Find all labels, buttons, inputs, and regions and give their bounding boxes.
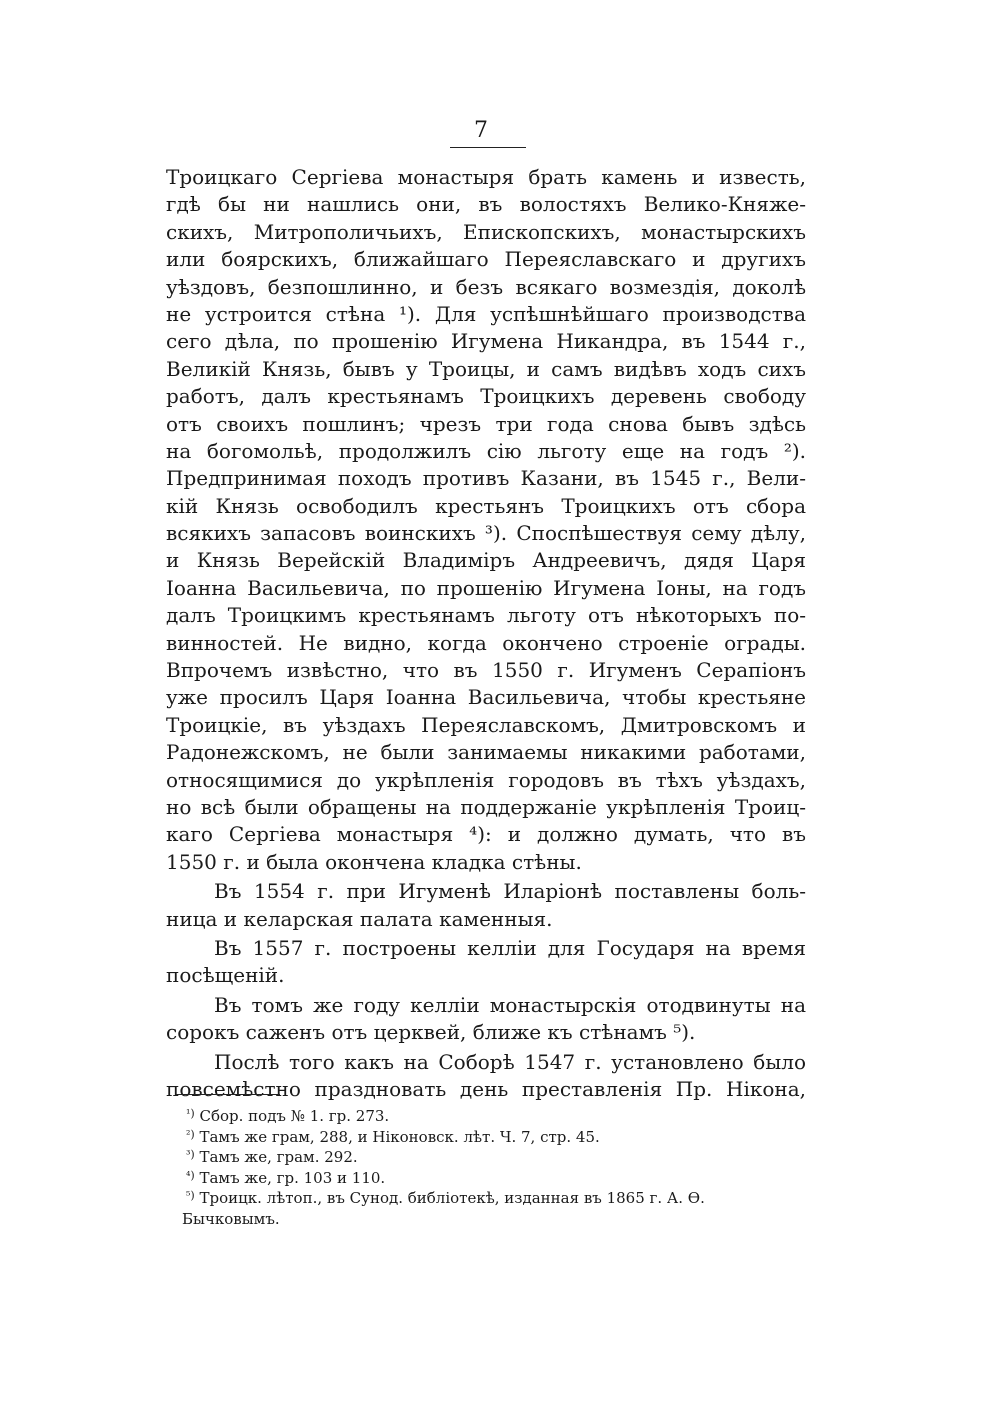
body-line: отъ своихъ пошлинъ; чрезъ три года снова бывъ здѣсь <box>166 411 806 436</box>
body-line: Въ 1557 г. построены келліи для Государя на время <box>214 935 806 960</box>
body-line: относящимися до укрѣпленія городовъ въ тѣхъ уѣздахъ, <box>166 767 806 792</box>
body-line: далъ Троицкимъ крестьянамъ льготу отъ нѣкоторыхъ по- <box>166 603 806 628</box>
footnote <box>186 1168 826 1189</box>
body-line: Впрочемъ извѣстно, что въ 1550 г. Игуменъ Серапіонъ <box>166 658 806 683</box>
footnote-continuation <box>182 1209 826 1230</box>
footnote-mark: ⁵) <box>186 1189 195 1202</box>
footnote-text: Бычковымъ. <box>182 1209 280 1228</box>
body-line: повсемѣстно праздновать день преставленія Пр. Нікона, <box>166 1076 806 1101</box>
body-line: работъ, далъ крестьянамъ Троицкихъ деревень свободу <box>166 384 806 409</box>
footnote-text: Тамъ же, грам. 292. <box>199 1148 358 1166</box>
body-line: Въ 1554 г. при Игуменѣ Иларіонѣ поставлены боль- <box>214 879 806 904</box>
footnote-mark: ⁴) <box>186 1168 195 1182</box>
body-line: каго Сергіева монастыря ⁴): и должно думать, что въ <box>166 822 806 847</box>
body-line: гдѣ бы ни нашлись они, въ волостяхъ Велико-Княже- <box>166 192 806 217</box>
footnote-mark: ²) <box>186 1127 195 1141</box>
body-line: сего дѣла, по прошенію Игумена Никандра, въ 1544 г., <box>166 329 806 354</box>
body-line: винностей. Не видно, когда окончено строеніе ограды. <box>166 630 806 655</box>
body-line: Іоанна Васильевича, по прошенію Игумена Іоны, на годъ <box>166 575 806 600</box>
body-line: Троицкаго Сергіева монастыря брать камень и известь, <box>166 165 806 189</box>
body-line: или боярскихъ, ближайшаго Переяславскаго и другихъ <box>166 247 806 272</box>
body-line: уже просилъ Царя Іоанна Васильевича, чтобы крестьяне <box>166 685 806 710</box>
footnote <box>186 1127 826 1148</box>
footnote-text: Тамъ же грам, 288, и Ніконовск. лѣт. Ч. 7, стр. 45. <box>199 1127 600 1146</box>
body-line: кій Князь освободилъ крестьянъ Троицкихъ отъ сбора <box>166 493 806 518</box>
body-line: всякихъ запасовъ воинскихъ ³). Споспѣшествуя сему дѣлу, <box>166 521 806 546</box>
body-line: 1550 г. и была окончена кладка стѣны. <box>166 849 582 874</box>
footnote-mark: ³) <box>186 1148 195 1161</box>
footnote-rule <box>176 1094 280 1095</box>
body-line: на богомольѣ, продолжилъ сію льготу еще на годъ ²). <box>166 438 806 463</box>
footnote-text: Троицк. лѣтоп., въ Сунод. библіотекѣ, изданная въ 1865 г. А. Ѳ. <box>199 1189 705 1207</box>
footnote <box>186 1147 826 1168</box>
page-number: 7 <box>474 118 488 143</box>
body-line: скихъ, Митрополичьихъ, Епископскихъ, монастырскихъ <box>166 219 806 244</box>
page-number-rule <box>450 147 526 148</box>
body-line: Троицкіе, въ уѣздахъ Переяславскомъ, Дмитровскомъ и <box>166 712 806 737</box>
footnote-text: Тамъ же, гр. 103 и 110. <box>199 1168 386 1187</box>
footnote-mark: ¹) <box>186 1107 195 1120</box>
body-line: ница и келарская палата каменныя. <box>166 906 553 931</box>
body-line: Послѣ того какъ на Соборѣ 1547 г. установлено было <box>214 1049 806 1074</box>
body-line: и Князь Верейскій Владиміръ Андреевичъ, дядя Царя <box>166 548 806 573</box>
body-line: посѣщеній. <box>166 963 285 988</box>
body-line: не устроится стѣна ¹). Для успѣшнѣйшаго производства <box>166 301 806 326</box>
body-line: Радонежскомъ, не были занимаемы никакими работами, <box>166 740 806 765</box>
footnotes <box>182 1106 826 1229</box>
body-text <box>166 164 806 1103</box>
footnote <box>186 1188 826 1209</box>
body-line: Великій Князь, бывъ у Троицы, и самъ видѣвъ ходъ сихъ <box>166 356 806 381</box>
body-line: Въ томъ же году келліи монастырскія отодвинуты на <box>214 992 806 1017</box>
body-line: Предпринимая походъ противъ Казани, въ 1545 г., Вели- <box>166 466 806 491</box>
footnote <box>186 1106 826 1127</box>
body-line: уѣздовъ, безпошлинно, и безъ всякаго возмездія, доколѣ <box>166 274 806 299</box>
footnote-text: Сбор. подъ № 1. гр. 273. <box>199 1107 390 1125</box>
body-line: но всѣ были обращены на поддержаніе укрѣпленія Троиц- <box>166 794 806 819</box>
body-line: сорокъ саженъ отъ церквей, ближе къ стѣнамъ ⁵). <box>166 1020 696 1045</box>
